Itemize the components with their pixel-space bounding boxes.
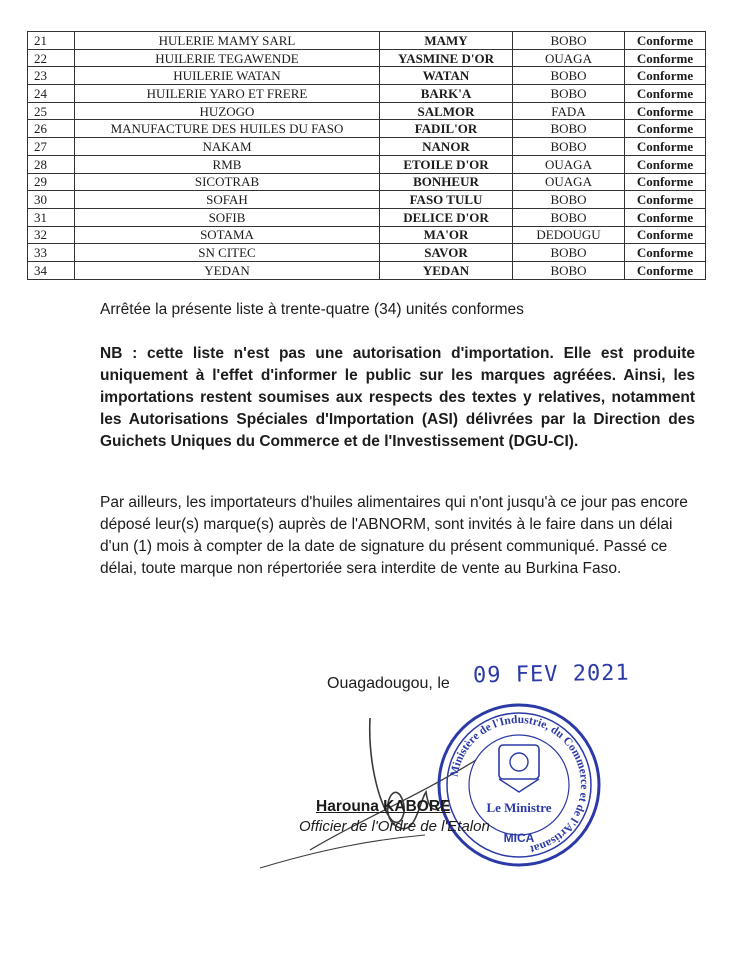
city-name: BOBO [513, 32, 625, 50]
status-value: Conforme [625, 261, 706, 279]
coat-of-arms-icon [499, 745, 539, 792]
closing-statement: Arrêtée la présente liste à trente-quatre (34) unités conformes [100, 301, 524, 318]
company-name: SN CITEC [75, 244, 380, 262]
table-row [28, 32, 706, 50]
brand-name: NANOR [380, 138, 513, 156]
city-name: OUAGA [513, 49, 625, 67]
row-number: 24 [28, 85, 75, 103]
row-number: 25 [28, 102, 75, 120]
city-name: BOBO [513, 120, 625, 138]
city-name: BOBO [513, 67, 625, 85]
brand-name: BARK'A [380, 85, 513, 103]
company-name: SOFIB [75, 208, 380, 226]
city-name: BOBO [513, 191, 625, 209]
status-value: Conforme [625, 138, 706, 156]
row-number: 21 [28, 32, 75, 50]
status-value: Conforme [625, 102, 706, 120]
city-name: BOBO [513, 208, 625, 226]
city-name: DEDOUGU [513, 226, 625, 244]
brands-table [27, 31, 706, 280]
brand-name: WATAN [380, 67, 513, 85]
city-name: BOBO [513, 85, 625, 103]
table-row [28, 120, 706, 138]
table-row [28, 208, 706, 226]
date-stamp: 09 FEV 2021 [472, 660, 630, 689]
table-row [28, 261, 706, 279]
seal-abbrev: MICA [503, 831, 535, 845]
company-name: SOTAMA [75, 226, 380, 244]
company-name: HUZOGO [75, 102, 380, 120]
company-name: RMB [75, 155, 380, 173]
company-name: HUILERIE WATAN [75, 67, 380, 85]
table-row [28, 138, 706, 156]
brand-name: DELICE D'OR [380, 208, 513, 226]
brand-name: SAVOR [380, 244, 513, 262]
row-number: 33 [28, 244, 75, 262]
brand-name: YASMINE D'OR [380, 49, 513, 67]
city-name: FADA [513, 102, 625, 120]
row-number: 22 [28, 49, 75, 67]
company-name: HULERIE MAMY SARL [75, 32, 380, 50]
brand-name: SALMOR [380, 102, 513, 120]
brand-name: MA'OR [380, 226, 513, 244]
status-value: Conforme [625, 32, 706, 50]
row-number: 30 [28, 191, 75, 209]
brand-name: FADIL'OR [380, 120, 513, 138]
city-name: BOBO [513, 138, 625, 156]
brand-name: BONHEUR [380, 173, 513, 191]
brand-name: ETOILE D'OR [380, 155, 513, 173]
status-value: Conforme [625, 191, 706, 209]
table-row [28, 155, 706, 173]
company-name: YEDAN [75, 261, 380, 279]
table-row [28, 244, 706, 262]
city-name: BOBO [513, 261, 625, 279]
city-name: BOBO [513, 244, 625, 262]
status-value: Conforme [625, 226, 706, 244]
table-row [28, 102, 706, 120]
status-value: Conforme [625, 173, 706, 191]
official-seal [434, 700, 604, 870]
row-number: 28 [28, 155, 75, 173]
signer-name: Harouna KABORE [316, 798, 451, 815]
table-row [28, 49, 706, 67]
status-value: Conforme [625, 49, 706, 67]
row-number: 27 [28, 138, 75, 156]
nb-notice: NB : cette liste n'est pas une autorisation d'importation. Elle est produite uniquement à l'effet d'informer le public sur les marques agréées. Ainsi, les importations restent soumises aux respects des textes y relatives, notamment les Autorisations Spéciales d'Importation (ASI) délivrées par la Direction des Guichets Uniques du Commerce et de l'Investissement (DGU-CI). [100, 345, 695, 450]
row-number: 26 [28, 120, 75, 138]
table-row [28, 173, 706, 191]
brand-name: YEDAN [380, 261, 513, 279]
brand-name: MAMY [380, 32, 513, 50]
city-name: OUAGA [513, 173, 625, 191]
brand-name: FASO TULU [380, 191, 513, 209]
importers-notice: Par ailleurs, les importateurs d'huiles alimentaires qui n'ont jusqu'à ce jour pas encore déposé leur(s) marque(s) auprès de l'ABNORM, sont invités à le faire dans un délai d'un (1) mois à compter de la date de signature du présent communiqué. Passé ce délai, toute marque non répertoriée sera interdite de vente au Burkina Faso. [100, 494, 688, 577]
table-row [28, 191, 706, 209]
seal-center-text: Le Ministre [486, 800, 552, 815]
row-number: 29 [28, 173, 75, 191]
status-value: Conforme [625, 120, 706, 138]
row-number: 32 [28, 226, 75, 244]
signer-title: Officier de l'Ordre de l'Etalon [299, 818, 490, 835]
row-number: 31 [28, 208, 75, 226]
status-value: Conforme [625, 208, 706, 226]
company-name: MANUFACTURE DES HUILES DU FASO [75, 120, 380, 138]
status-value: Conforme [625, 67, 706, 85]
company-name: HUILERIE YARO ET FRERE [75, 85, 380, 103]
company-name: NAKAM [75, 138, 380, 156]
brands-table-body [28, 32, 706, 280]
city-name: OUAGA [513, 155, 625, 173]
table-row [28, 67, 706, 85]
company-name: SOFAH [75, 191, 380, 209]
company-name: SICOTRAB [75, 173, 380, 191]
table-row [28, 85, 706, 103]
table-row [28, 226, 706, 244]
status-value: Conforme [625, 85, 706, 103]
row-number: 34 [28, 261, 75, 279]
place-label: Ouagadougou, le [327, 675, 450, 692]
status-value: Conforme [625, 155, 706, 173]
seal-ring-text: Ministère de l'Industrie, du Commerce et de l'Artisanat [448, 713, 591, 855]
company-name: HUILERIE TEGAWENDE [75, 49, 380, 67]
status-value: Conforme [625, 244, 706, 262]
row-number: 23 [28, 67, 75, 85]
